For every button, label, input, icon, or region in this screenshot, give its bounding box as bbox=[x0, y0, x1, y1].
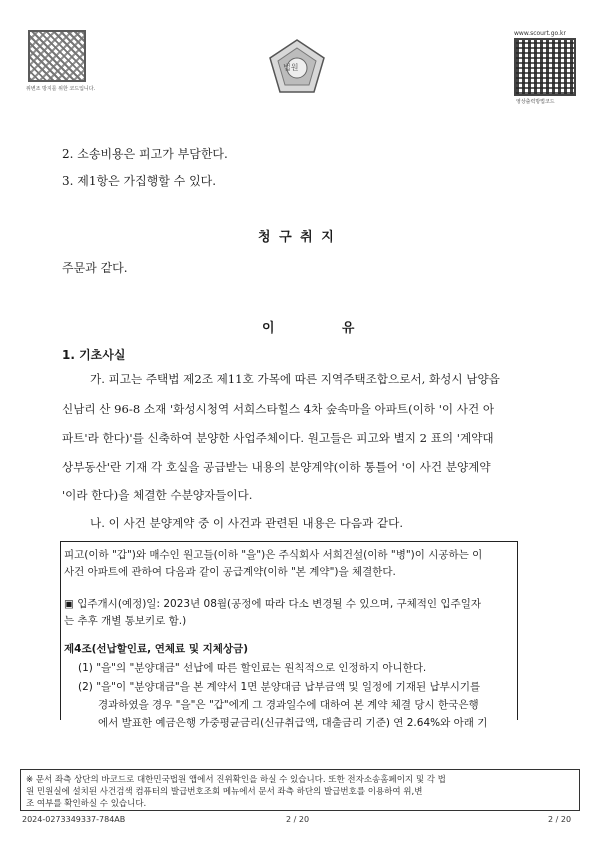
page-number-right: 2 / 20 bbox=[548, 815, 572, 824]
section-1-title: 1. 기초사실 bbox=[62, 348, 126, 362]
output-method-qr-code bbox=[514, 38, 576, 96]
authenticity-barcode bbox=[28, 30, 86, 82]
para-a-line-1: 가. 피고는 주택법 제2조 제11호 가목에 따른 지역주택조합으로서, 화성시 남양읍 bbox=[90, 372, 500, 386]
notice-line-3: 조 여부를 확인하실 수 있습니다. bbox=[26, 799, 147, 809]
right-qr-caption: 영상출력방법코드 bbox=[516, 99, 555, 105]
reasons-heading-text: 이 유 bbox=[262, 321, 357, 336]
para-a-line-4: 상부동산'란 기재 각 호실을 공급받는 내용의 분양계약(이하 통틀어 '이 사건 분양계약 bbox=[62, 460, 491, 474]
court-url: www.scourt.go.kr bbox=[514, 30, 566, 37]
contract-intro-line-2: 사건 아파트에 관하여 다음과 같이 공급계약(이하 "본 계약")을 체결한다. bbox=[64, 566, 396, 578]
article-4-title: 제4조(선납할인료, 연체료 및 지체상금) bbox=[64, 643, 249, 655]
reasons-heading bbox=[262, 317, 356, 336]
claim-text: 주문과 같다. bbox=[62, 261, 128, 275]
page-number-center: 2 / 20 bbox=[286, 815, 310, 824]
move-in-line-2: 는 추후 개별 통보키로 함.) bbox=[64, 615, 187, 627]
left-barcode-caption: 위변조 방지를 위한 코드입니다. bbox=[26, 86, 96, 92]
notice-line-2: 원 민원실에 설치된 사건검색 컴퓨터의 발급번호조회 메뉴에서 문서 좌측 하단의 발급번호를 이용하여 위,변 bbox=[26, 787, 423, 797]
para-b: 나. 이 사건 분양계약 중 이 사건과 관련된 내용은 다음과 같다. bbox=[90, 516, 404, 530]
article-4-item-2-line-1: (2) "을"이 "분양대금"을 본 계약서 1면 분양대금 납부금액 및 일정에 기재된 납부시기를 bbox=[78, 681, 481, 693]
para-a-line-5: '이라 한다)을 체결한 수분양자들이다. bbox=[62, 488, 253, 502]
move-in-line-1: ▣ 입주개시(예정)일: 2023년 08월(공정에 따라 다소 변경될 수 있으며, 구체적인 입주일자 bbox=[64, 598, 481, 610]
ruling-item-3: 3. 제1항은 가집행할 수 있다. bbox=[62, 174, 217, 188]
article-4-item-2-line-2: 경과하였을 경우 "을"은 "갑"에게 그 경과일수에 대하여 본 계약 체결 당시 한국은행 bbox=[98, 699, 479, 711]
article-4-item-2-line-3: 에서 발표한 예금은행 가중평균금리(신규취급액, 대출금리 기준) 연 2.64%와 아래 기 bbox=[98, 717, 488, 729]
para-a-line-2: 신남리 산 96-8 소재 '화성시청역 서희스타힐스 4차 숲속마을 아파트(이하 '이 사건 아 bbox=[62, 402, 495, 416]
para-a-line-3: 파트'라 한다)'를 신축하여 분양한 사업주체이다. 원고들은 피고와 별지 2 표의 '계약대 bbox=[62, 431, 494, 445]
contract-intro-line-1: 피고(이하 "갑")와 매수인 원고들(이하 "을")은 주식회사 서희건설(이하 "병")이 시공하는 이 bbox=[64, 549, 483, 561]
seal-text: 법원 bbox=[283, 63, 299, 72]
article-4-item-1: (1) "을"의 "분양대금" 선납에 따른 할인료는 원칙적으로 인정하지 아니한다. bbox=[78, 662, 427, 674]
issue-number: 2024-0273349337-784AB bbox=[22, 815, 126, 824]
notice-line-1: ※ 문서 좌측 상단의 바코드로 대한민국법원 앱에서 진위확인을 하실 수 있습니다. 또한 전자소송홈페이지 및 각 법 bbox=[26, 775, 446, 785]
claim-heading: 청 구 취 지 bbox=[258, 230, 336, 245]
ruling-item-2: 2. 소송비용은 피고가 부담한다. bbox=[62, 147, 228, 161]
